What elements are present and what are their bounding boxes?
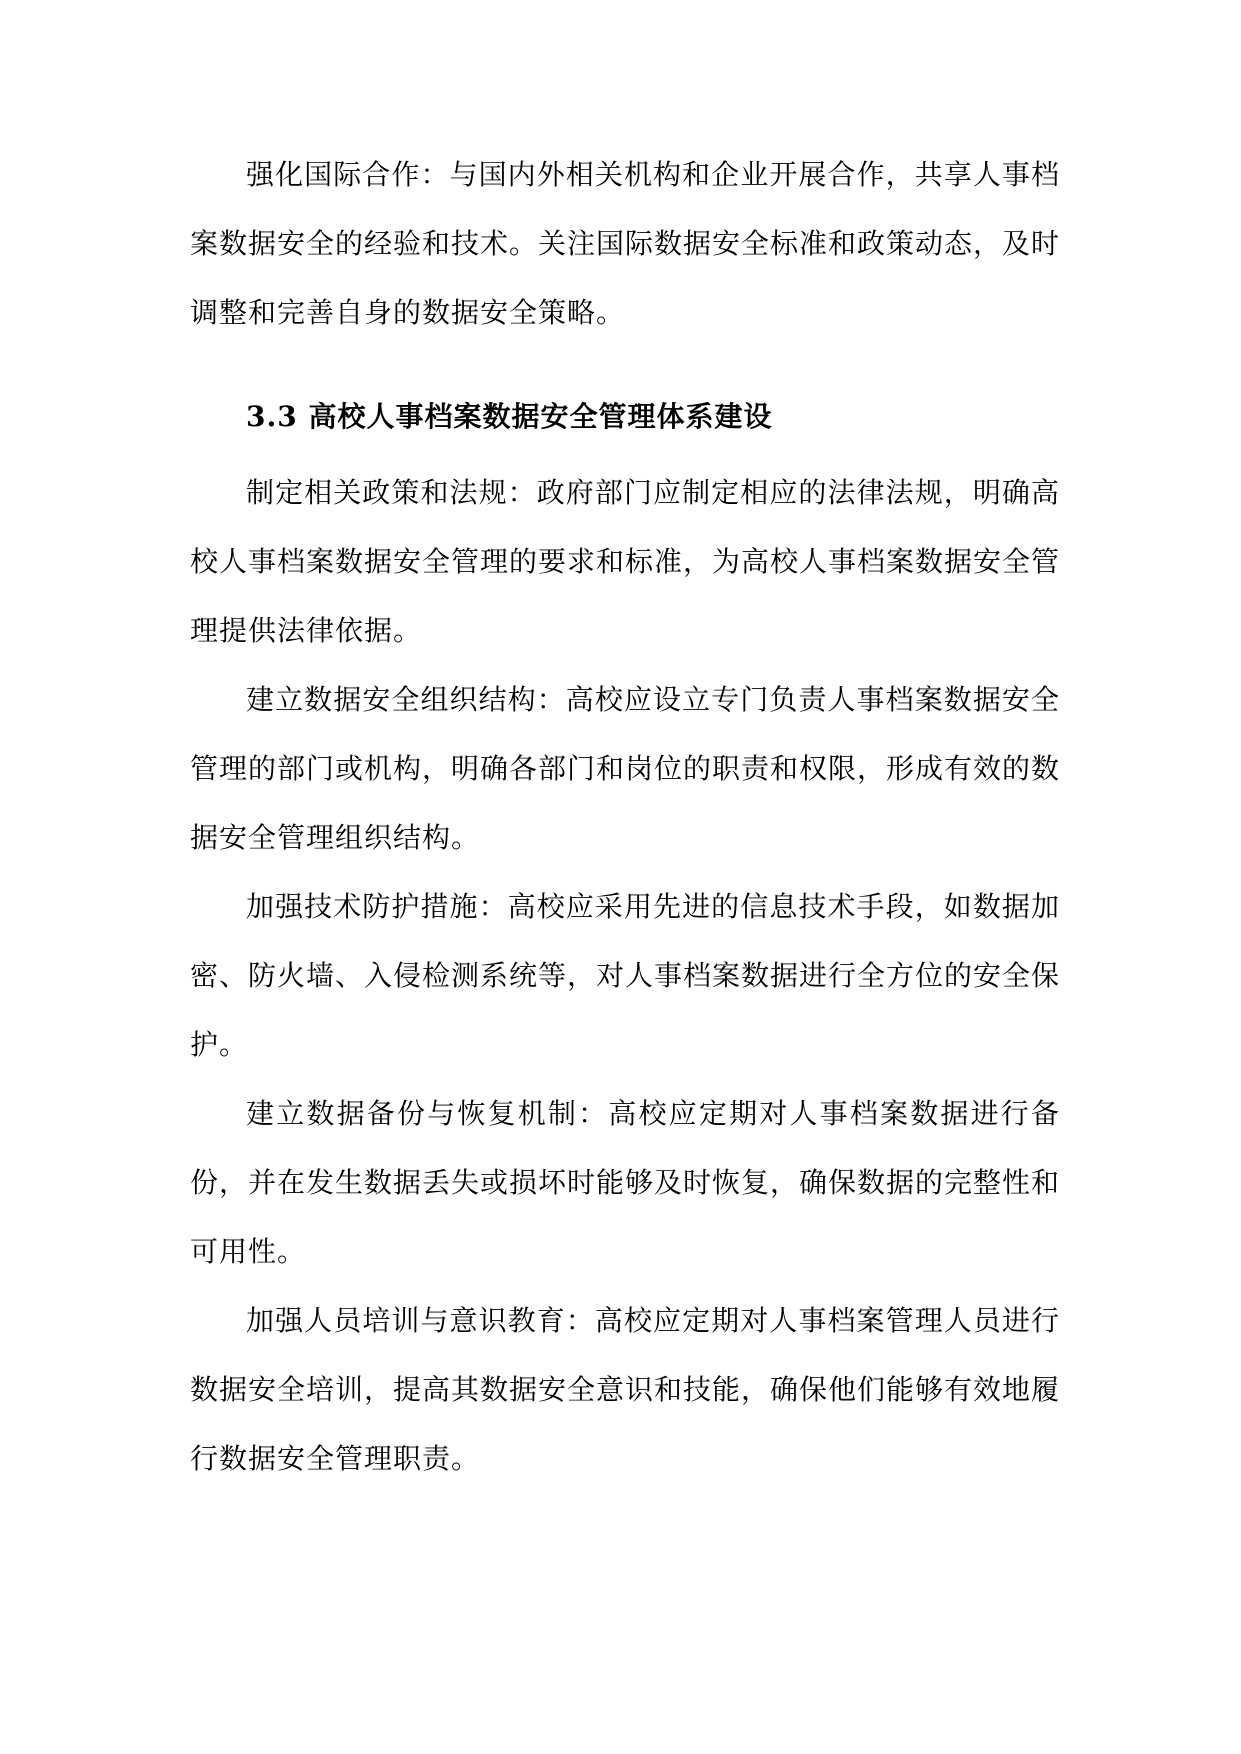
paragraph-international-cooperation: 强化国际合作：与国内外相关机构和企业开展合作，共享人事档案数据安全的经验和技术。关注国际数据安全标准和政策动态，及时调整和完善自身的数据安全策略。 bbox=[190, 158, 1061, 329]
paragraph-training: 加强人员培训与意识教育：高校应定期对人事档案管理人员进行数据安全培训，提高其数据安全意识和技能，确保他们能够有效地履行数据安全管理职责。 bbox=[190, 1304, 1061, 1475]
paragraph-organization: 建立数据安全组织结构：高校应设立专门负责人事档案数据安全管理的部门或机构，明确各部门和岗位的职责和权限，形成有效的数据安全管理组织结构。 bbox=[190, 683, 1061, 854]
paragraph-backup-recovery: 建立数据备份与恢复机制：高校应定期对人事档案数据进行备份，并在发生数据丢失或损坏时能够及时恢复，确保数据的完整性和可用性。 bbox=[190, 1097, 1061, 1268]
section-heading: 3.3 高校人事档案数据安全管理体系建设 bbox=[246, 400, 773, 433]
document-page bbox=[190, 140, 1060, 1493]
paragraph-policy: 制定相关政策和法规：政府部门应制定相应的法律法规，明确高校人事档案数据安全管理的要求和标准，为高校人事档案数据安全管理提供法律依据。 bbox=[190, 476, 1061, 647]
paragraph-technical-protection: 加强技术防护措施：高校应采用先进的信息技术手段，如数据加密、防火墙、入侵检测系统等，对人事档案数据进行全方位的安全保护。 bbox=[190, 890, 1061, 1061]
